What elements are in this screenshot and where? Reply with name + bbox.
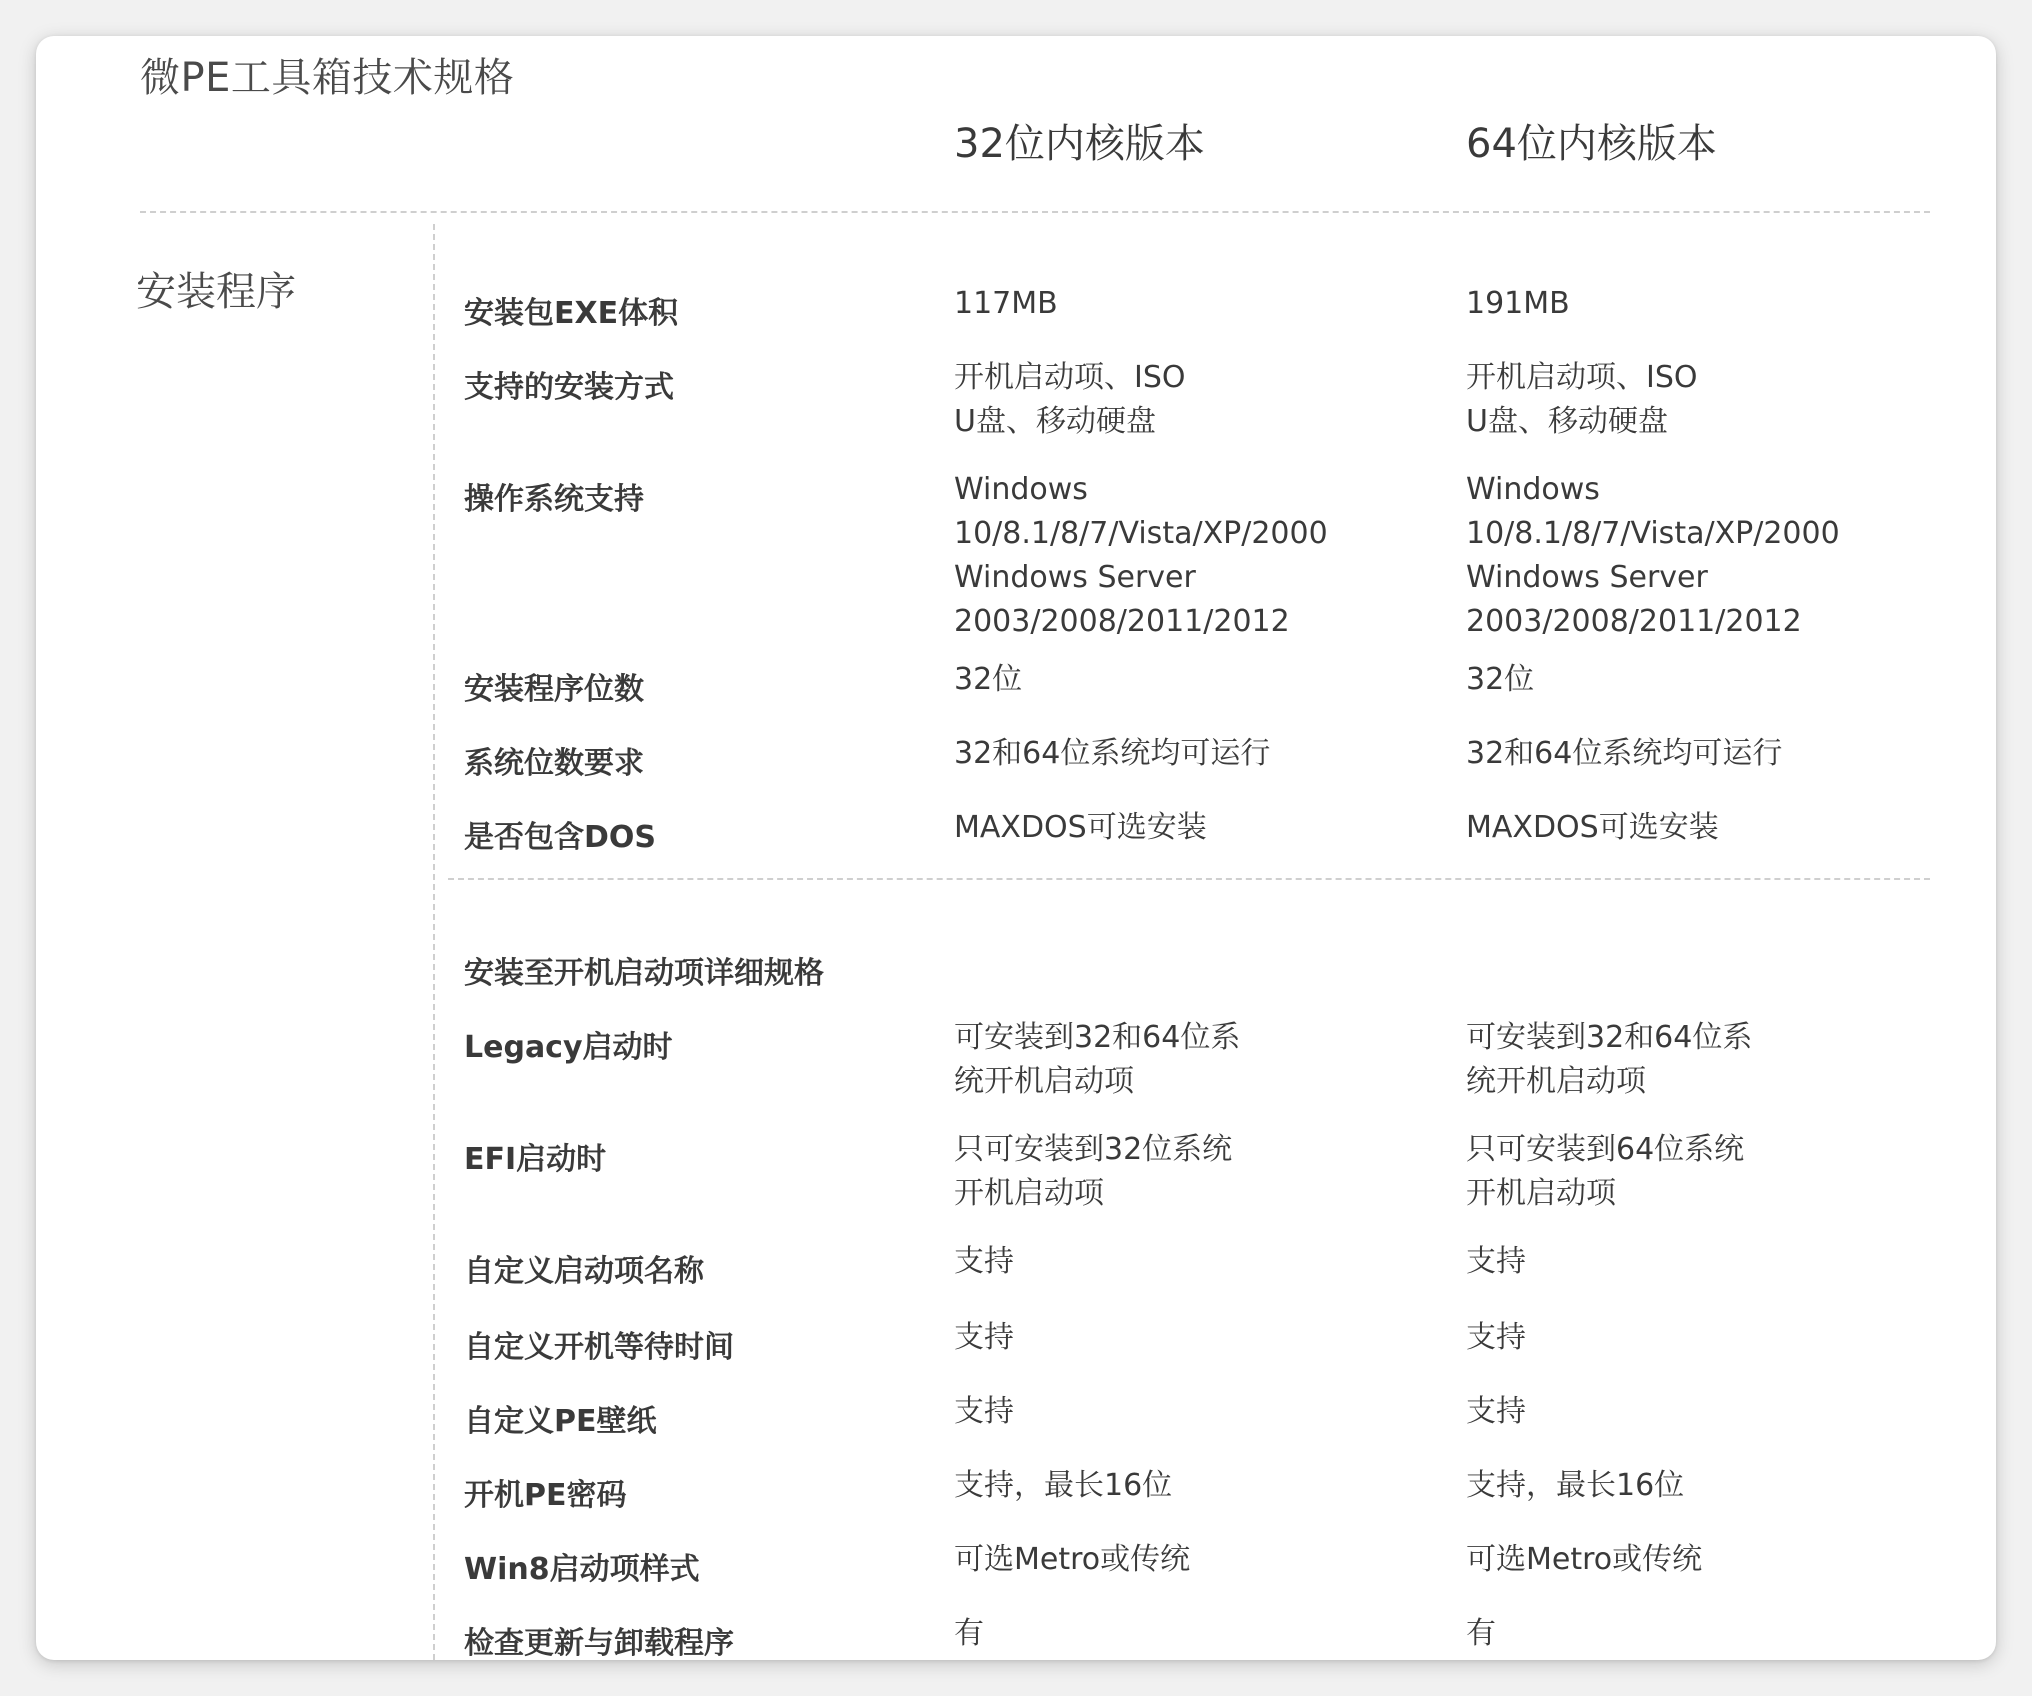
value-line: U盘、移动硬盘 [954, 404, 1156, 439]
value-line: Windows Server [954, 560, 1196, 595]
value-line: 开机启动项 [954, 1176, 1104, 1211]
subsection-title: 安装至开机启动项详细规格 [464, 956, 824, 991]
spec-row-label: 安装包EXE体积 [464, 296, 679, 331]
value-line: 可安装到32和64位系 [1466, 1020, 1753, 1055]
value-line: 统开机启动项 [1466, 1064, 1646, 1099]
value-line: 可安装到32和64位系 [954, 1020, 1241, 1055]
spec-row-label: 安装程序位数 [464, 672, 644, 707]
spec-value-32bit [954, 1016, 1240, 1104]
subsection-divider [448, 878, 1930, 880]
value-line: 117MB [954, 286, 1058, 321]
spec-value-64bit [1466, 1390, 1526, 1434]
spec-value-32bit [954, 468, 1328, 644]
value-line: 10/8.1/8/7/Vista/XP/2000 [954, 516, 1328, 551]
value-line: 支持 [954, 1320, 1014, 1355]
value-line: 开机启动项、ISO [954, 360, 1186, 395]
value-line: 可选Metro或传统 [1466, 1542, 1703, 1577]
value-line: 32位 [1466, 662, 1535, 697]
spec-value-32bit [954, 1240, 1014, 1284]
spec-row-label: Win8启动项样式 [464, 1552, 700, 1587]
value-line: 32和64位系统均可运行 [1466, 736, 1783, 771]
page-title: 微PE工具箱技术规格 [140, 55, 515, 101]
spec-value-64bit [1466, 356, 1698, 444]
value-line: 支持 [1466, 1244, 1526, 1279]
spec-row-label: EFI启动时 [464, 1142, 607, 1177]
value-line: Windows Server [1466, 560, 1708, 595]
spec-value-64bit [1466, 1612, 1496, 1656]
spec-value-64bit [1466, 1016, 1752, 1104]
spec-value-32bit [954, 658, 1022, 702]
value-line: 开机启动项 [1466, 1176, 1616, 1211]
value-line: 32位 [954, 662, 1023, 697]
spec-value-64bit [1466, 282, 1570, 326]
column-header-64bit: 64位内核版本 [1466, 121, 1717, 167]
spec-row-label: 操作系统支持 [464, 482, 644, 517]
spec-value-32bit [954, 282, 1058, 326]
spec-row-label: 是否包含DOS [464, 820, 657, 855]
spec-value-32bit [954, 1612, 984, 1656]
value-line: 只可安装到32位系统 [954, 1132, 1233, 1167]
spec-value-32bit [954, 1390, 1014, 1434]
spec-card [36, 36, 1996, 1660]
spec-row-label: 系统位数要求 [464, 746, 644, 781]
spec-value-32bit [954, 1538, 1190, 1582]
value-line: 支持 [1466, 1394, 1526, 1429]
spec-value-64bit [1466, 1128, 1744, 1216]
value-line: 支持 [1466, 1320, 1526, 1355]
value-line: 2003/2008/2011/2012 [954, 604, 1290, 639]
value-line: 有 [1466, 1616, 1496, 1651]
spec-row-label: 自定义PE壁纸 [464, 1404, 657, 1439]
column-header-32bit: 32位内核版本 [954, 121, 1205, 167]
spec-value-32bit [954, 356, 1186, 444]
value-line: MAXDOS可选安装 [1466, 810, 1719, 845]
value-line: 开机启动项、ISO [1466, 360, 1698, 395]
spec-value-32bit [954, 1128, 1232, 1216]
value-line: 可选Metro或传统 [954, 1542, 1191, 1577]
spec-row-label: 开机PE密码 [464, 1478, 627, 1513]
value-line: 10/8.1/8/7/Vista/XP/2000 [1466, 516, 1840, 551]
spec-value-64bit [1466, 468, 1840, 644]
value-line: 有 [954, 1616, 984, 1651]
value-line: Windows [954, 472, 1088, 507]
spec-value-64bit [1466, 658, 1534, 702]
spec-value-64bit [1466, 806, 1719, 850]
spec-value-32bit [954, 806, 1207, 850]
value-line: 支持，最长16位 [954, 1468, 1173, 1503]
spec-row-label: 检查更新与卸载程序 [464, 1626, 734, 1660]
spec-row-label: 支持的安装方式 [464, 370, 674, 405]
spec-value-64bit [1466, 1316, 1526, 1360]
spec-value-64bit [1466, 1464, 1684, 1508]
spec-row-label: 自定义启动项名称 [464, 1254, 704, 1289]
value-line: 支持，最长16位 [1466, 1468, 1685, 1503]
section-divider-vertical [433, 224, 435, 1660]
value-line: 191MB [1466, 286, 1570, 321]
value-line: 支持 [954, 1244, 1014, 1279]
value-line: 32和64位系统均可运行 [954, 736, 1271, 771]
value-line: 2003/2008/2011/2012 [1466, 604, 1802, 639]
spec-value-64bit [1466, 1240, 1526, 1284]
spec-value-64bit [1466, 1538, 1702, 1582]
spec-value-32bit [954, 1464, 1172, 1508]
value-line: 支持 [954, 1394, 1014, 1429]
spec-value-64bit [1466, 732, 1782, 776]
spec-row-label: 自定义开机等待时间 [464, 1330, 734, 1365]
spec-row-label: Legacy启动时 [464, 1030, 673, 1065]
section-label: 安装程序 [136, 269, 296, 315]
spec-value-32bit [954, 732, 1270, 776]
value-line: 只可安装到64位系统 [1466, 1132, 1745, 1167]
value-line: Windows [1466, 472, 1600, 507]
value-line: MAXDOS可选安装 [954, 810, 1207, 845]
header-divider [140, 211, 1930, 213]
value-line: 统开机启动项 [954, 1064, 1134, 1099]
value-line: U盘、移动硬盘 [1466, 404, 1668, 439]
spec-value-32bit [954, 1316, 1014, 1360]
